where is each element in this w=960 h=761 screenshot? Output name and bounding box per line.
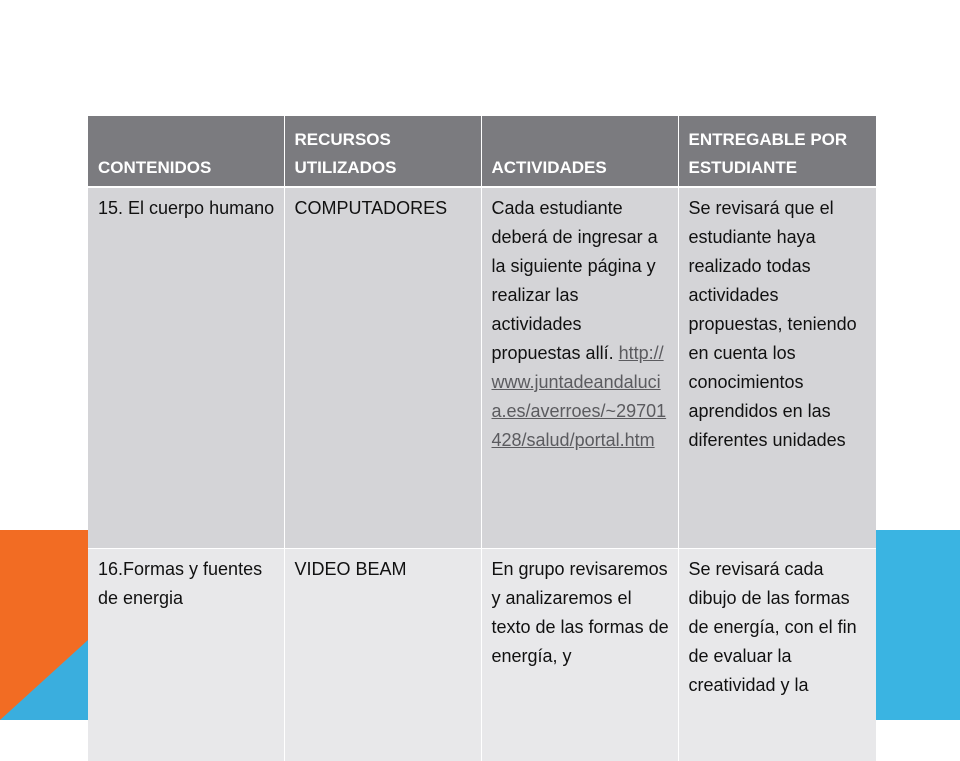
cell-entregable [678, 187, 876, 549]
recursos-text: VIDEO BEAM [295, 559, 407, 579]
contenidos-text: 15. El cuerpo humano [98, 198, 274, 218]
entregable-text: Se revisará cada dibujo de las formas de energía, con el fin de evaluar la creatividad y la [689, 559, 857, 695]
blue-accent-shape [876, 530, 960, 720]
header-actividades: ACTIVIDADES [481, 116, 678, 187]
recursos-text: COMPUTADORES [295, 198, 448, 218]
cell-contenidos [88, 549, 284, 761]
lesson-plan-table [88, 116, 876, 761]
header-entregable: ENTREGABLE POR ESTUDIANTE [678, 116, 876, 187]
cell-recursos [284, 187, 481, 549]
cell-contenidos [88, 187, 284, 549]
cell-actividades [481, 187, 678, 549]
header-recursos: RECURSOS UTILIZADOS [284, 116, 481, 187]
resource-link[interactable]: http://www.juntadeandalucia.es/averroes/~29701428/salud/portal.htm [492, 343, 667, 450]
table-row [88, 187, 876, 549]
cell-entregable [678, 549, 876, 761]
actividades-text: Cada estudiante deberá de ingresar a la siguiente página y realizar las actividades propuestas allí. [492, 198, 658, 363]
cell-recursos [284, 549, 481, 761]
table-row [88, 549, 876, 761]
entregable-text: Se revisará que el estudiante haya realizado todas actividades propuestas, teniendo en cuenta los conocimientos aprendidos en las diferentes unidades [689, 198, 857, 450]
cell-actividades [481, 549, 678, 761]
contenidos-text: 16.Formas y fuentes de energia [98, 559, 262, 608]
table-header-row [88, 116, 876, 187]
header-contenidos: CONTENIDOS [88, 116, 284, 187]
actividades-text: En grupo revisaremos y analizaremos el texto de las formas de energía, y [492, 559, 669, 666]
